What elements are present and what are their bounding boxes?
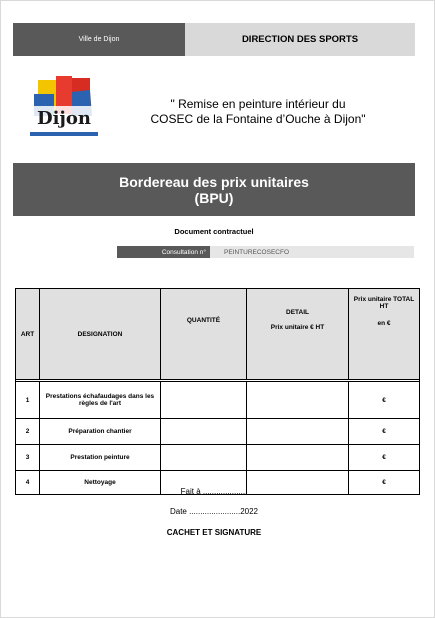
title-line-1: Bordereau des prix unitaires [119,173,309,190]
title-line-2: (BPU) [194,189,234,206]
consultation-number: PEINTURECOSECFO [210,246,414,258]
dijon-logo [28,76,100,142]
signature-date: Date .......................2022 [169,507,259,516]
row-art: 2 [16,419,40,445]
row-total: € [349,471,420,495]
row-art: 3 [16,445,40,471]
row-unit-price-cell[interactable] [247,419,349,445]
header-city: Ville de Dijon [13,23,185,56]
header-art: ART [16,289,40,380]
header-total-title: Prix unitaire TOTAL HT [353,296,415,310]
table-row [16,419,420,445]
header-designation: DESIGNATION [40,289,161,380]
row-total: € [349,382,420,419]
header-band [13,23,415,56]
row-art: 4 [16,471,40,495]
subject-line-2: COSEC de la Fontaine d’Ouche à Dijon" [150,112,366,126]
price-table [15,288,420,495]
title-band [13,163,415,216]
row-unit-price-cell[interactable] [247,445,349,471]
table-row [16,445,420,471]
header-total-unit: en € [377,320,391,327]
header-unit-price: Prix unitaire € HT [270,324,325,331]
subject-title [108,97,408,127]
consultation-bar [117,246,414,258]
row-quantity-cell[interactable] [161,445,247,471]
stamp-signature-label: CACHET ET SIGNATURE [166,528,262,537]
header-total [349,289,420,380]
table-row [16,382,420,419]
row-designation: Prestations échafaudages dans les règles de l'art [40,382,161,419]
row-designation: Préparation chantier [40,419,161,445]
consultation-label: Consultation n° [117,246,210,258]
header-quantity: QUANTITÉ [161,289,247,380]
subject-line-1: " Remise en peinture intérieur du [170,97,346,111]
row-unit-price-cell[interactable] [247,382,349,419]
row-total: € [349,419,420,445]
row-quantity-cell[interactable] [161,419,247,445]
header-department: DIRECTION DES SPORTS [185,23,415,56]
row-art: 1 [16,382,40,419]
row-quantity-cell[interactable] [161,382,247,419]
row-total: € [349,445,420,471]
document-type-label: Document contractuel [174,227,254,236]
header-detail [247,289,349,380]
row-designation: Nettoyage [40,471,161,495]
signature-place: Fait à .................... [180,487,248,496]
row-designation: Prestation peinture [40,445,161,471]
logo-text: Dijon [36,108,92,129]
header-detail-title: DETAIL [286,309,309,316]
